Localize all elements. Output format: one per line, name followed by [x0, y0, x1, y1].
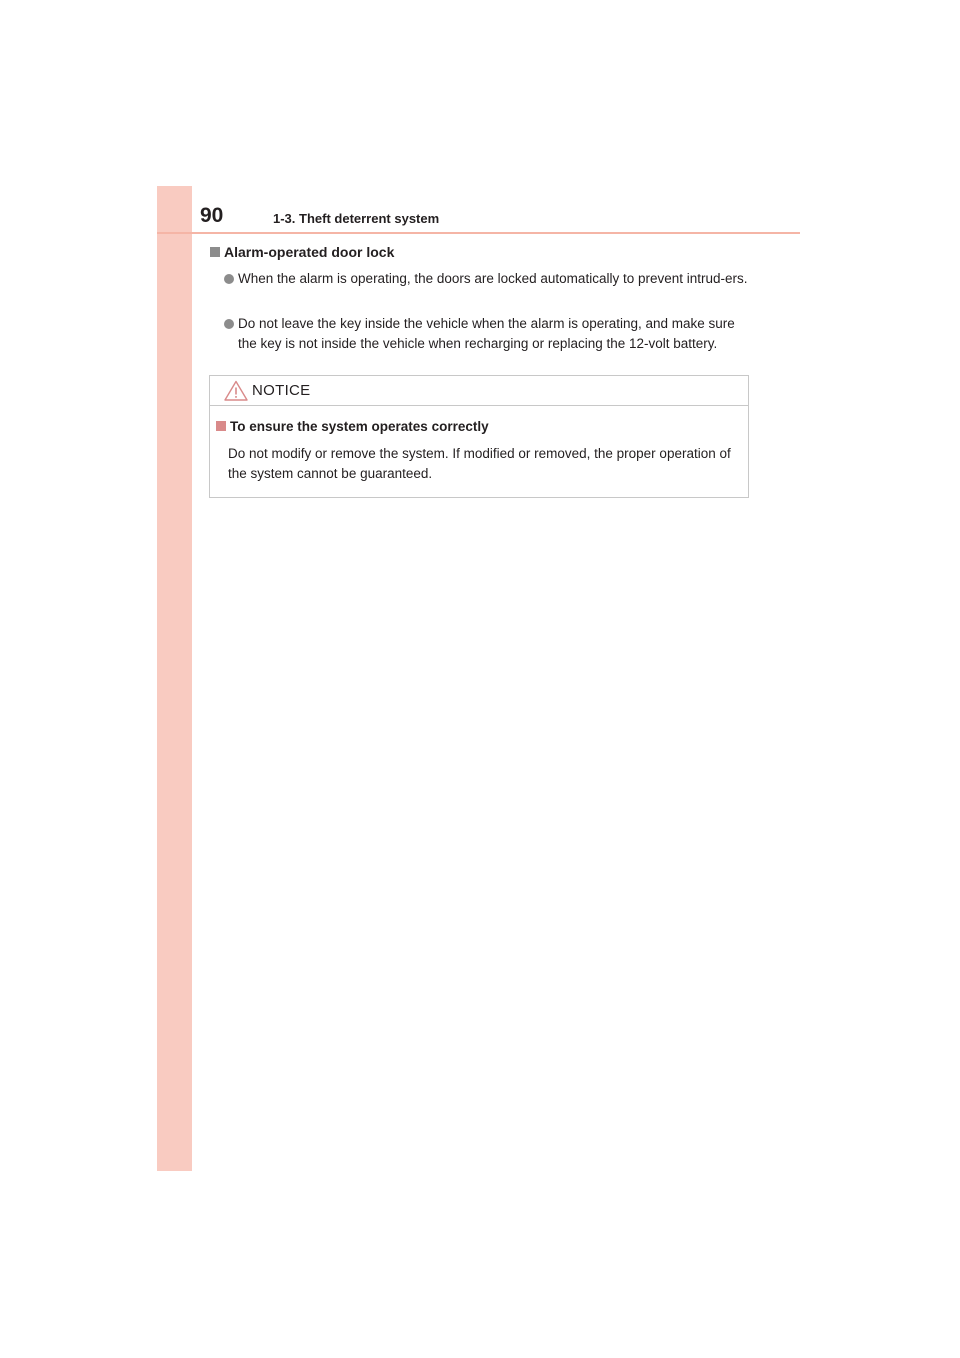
- bullet-text: When the alarm is operating, the doors are locked automatically to prevent intrud-ers.: [238, 271, 748, 286]
- notice-title: NOTICE: [252, 382, 311, 399]
- bullet-item: [224, 314, 754, 353]
- notice-subheading-text: To ensure the system operates correctly: [230, 419, 489, 434]
- section-title: 1-3. Theft deterrent system: [273, 211, 440, 226]
- heading-text: Alarm-operated door lock: [224, 244, 395, 260]
- square-bullet-icon: [216, 421, 226, 431]
- warning-triangle-icon: [224, 380, 248, 401]
- round-bullet-icon: [224, 274, 234, 284]
- bullet-item: [224, 269, 754, 289]
- notice-subheading: [216, 419, 489, 434]
- notice-body: Do not modify or remove the system. If modified or removed, the proper operation of the system cannot be guaranteed.: [228, 446, 731, 481]
- page-number: 90: [200, 204, 224, 227]
- round-bullet-icon: [224, 319, 234, 329]
- notice-header: [210, 376, 748, 406]
- section-heading: [210, 244, 394, 260]
- side-tab-strip: [157, 186, 192, 1171]
- bullet-text: Do not leave the key inside the vehicle when the alarm is operating, and make sure the key is not inside the vehicle when recharging or replacing the 12-volt battery.: [238, 316, 735, 351]
- page-header: [200, 200, 800, 234]
- square-bullet-icon: [210, 247, 220, 257]
- header-divider: [157, 232, 800, 234]
- notice-box: [209, 375, 749, 498]
